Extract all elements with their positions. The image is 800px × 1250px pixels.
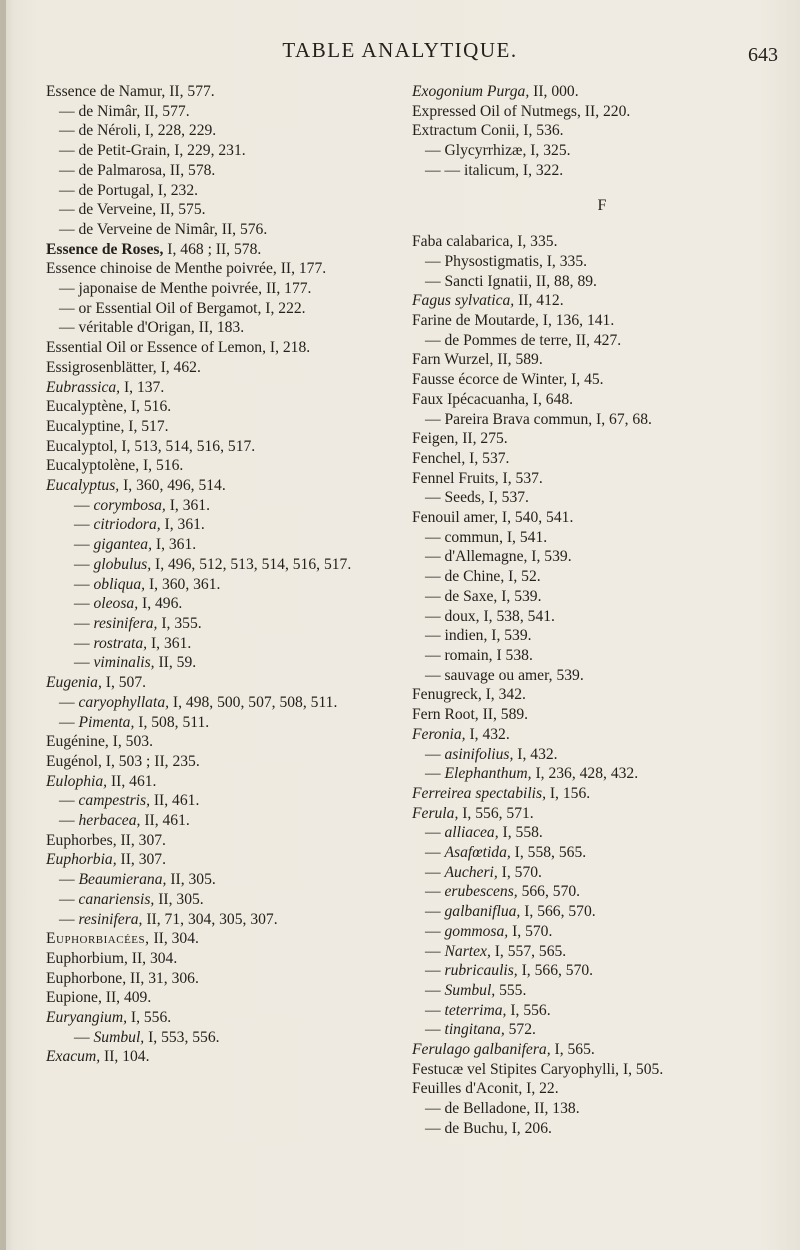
index-entry [46, 634, 396, 654]
entry-dash: — [425, 962, 445, 980]
entry-text: — de Saxe, I, 539. [425, 587, 542, 605]
entry-text: I, 556, 571. [458, 804, 534, 822]
entry-text: I, 556. [506, 1001, 551, 1019]
index-entry [46, 752, 396, 772]
entry-italic: resinifera, [93, 614, 158, 632]
index-entry [412, 350, 792, 370]
entry-text: Eucalyptolène, I, 516. [46, 457, 184, 475]
entry-text: II, 304. [149, 930, 199, 948]
entry-text: — commun, I, 541. [425, 528, 548, 546]
entry-dash: — [425, 981, 445, 999]
entry-text: I, 558. [498, 824, 543, 842]
index-entry [412, 331, 792, 351]
entry-text: I, 361. [165, 496, 211, 514]
entry-text: 572. [504, 1021, 536, 1039]
index-entry [412, 764, 792, 784]
entry-italic: Eubrassica, [46, 378, 121, 396]
entry-text: I, 566, 570. [517, 962, 594, 980]
index-entry [46, 831, 396, 851]
index-entry [412, 272, 792, 292]
entry-italic: gommosa, [444, 922, 509, 940]
index-entry [46, 791, 396, 811]
entry-dash: — [59, 871, 79, 889]
entry-italic: tingitana, [444, 1021, 505, 1039]
entry-text: — de Palmarosa, II, 578. [59, 161, 216, 179]
index-entry [412, 902, 792, 922]
entry-text: I, 361. [160, 516, 205, 534]
entry-dash: — [74, 1028, 94, 1046]
entry-text: — de Verveine de Nimâr, II, 576. [59, 220, 268, 238]
entry-dash: — [425, 883, 445, 901]
index-entry [46, 496, 396, 516]
entry-text: — indien, I, 539. [425, 627, 532, 645]
entry-text: Farine de Moutarde, I, 136, 141. [412, 312, 615, 330]
index-entry [412, 1040, 792, 1060]
entry-text: Essence chinoise de Menthe poivrée, II, 177. [46, 260, 327, 278]
index-entry [46, 338, 396, 358]
index-entry [46, 575, 396, 595]
index-block-e-continued [412, 82, 792, 181]
entry-text: — de Néroli, I, 228, 229. [59, 122, 217, 140]
entry-text: — de Pommes de terre, II, 427. [425, 331, 622, 349]
entry-dash: — [74, 654, 94, 672]
index-entry [412, 449, 792, 469]
index-entry [412, 102, 792, 122]
index-entry [46, 890, 396, 910]
entry-text: Fenugreck, I, 342. [412, 686, 526, 704]
index-column-left [46, 82, 396, 1067]
entry-dash: — [74, 614, 94, 632]
entry-italic: teterrima, [444, 1001, 507, 1019]
index-entry [46, 673, 396, 693]
entry-italic: canariensis, [78, 890, 155, 908]
index-entry [412, 508, 792, 528]
entry-text: I, 432. [513, 745, 558, 763]
entry-italic: Eulophia, [46, 772, 108, 790]
entry-dash: — [425, 1001, 445, 1019]
entry-text: I, 361. [147, 634, 192, 652]
entry-text: II, 71, 304, 305, 307. [142, 910, 278, 928]
index-entry [412, 1079, 792, 1099]
index-entry [46, 870, 396, 890]
index-entry [46, 988, 396, 1008]
entry-italic: Ferreirea spectabilis, [412, 784, 546, 802]
entry-dash: — [59, 792, 79, 810]
entry-dash: — [59, 910, 79, 928]
entry-text: Faux Ipécacuanha, I, 648. [412, 390, 574, 408]
entry-text: Fennel Fruits, I, 537. [412, 469, 543, 487]
index-column-right [412, 82, 792, 1139]
entry-text: II, 307. [116, 851, 166, 869]
entry-dash: — [425, 824, 445, 842]
entry-italic: Asafœtida, [444, 844, 511, 862]
entry-text: I, 553, 556. [144, 1028, 220, 1046]
entry-text: I, 557, 565. [490, 942, 567, 960]
entry-italic: Ferula, [412, 804, 459, 822]
index-entry [46, 121, 396, 141]
entry-italic: resinifera, [78, 910, 143, 928]
entry-italic: Ferulago galbanifera, [412, 1041, 551, 1059]
index-entry [412, 705, 792, 725]
index-entry [412, 528, 792, 548]
index-entry [412, 547, 792, 567]
entry-text: — Glycyrrhizæ, I, 325. [425, 142, 571, 160]
entry-text: Essigrosenblätter, I, 462. [46, 358, 201, 376]
entry-text: Extractum Conii, I, 536. [412, 122, 564, 140]
entry-text: I, 137. [120, 378, 165, 396]
entry-text: Eucalyptène, I, 516. [46, 398, 172, 416]
index-entry [46, 102, 396, 122]
entry-italic: rubricaulis, [444, 962, 518, 980]
entry-text: I, 565. [550, 1041, 595, 1059]
entry-text: II, 104. [100, 1048, 150, 1066]
entry-text: — — italicum, I, 322. [425, 161, 564, 179]
entry-italic: Exacum, [46, 1048, 101, 1066]
entry-italic: asinifolius, [444, 745, 514, 763]
entry-italic: Sumbul, [444, 981, 496, 999]
index-entry [412, 961, 792, 981]
index-entry [412, 469, 792, 489]
index-entry [46, 732, 396, 752]
entry-text: — Pareira Brava commun, I, 67, 68. [425, 410, 652, 428]
entry-italic: Sumbul, [93, 1028, 145, 1046]
entry-text: Fenouil amer, I, 540, 541. [412, 509, 574, 527]
entry-italic: Nartex, [444, 942, 491, 960]
entry-dash: — [425, 942, 445, 960]
index-entry [412, 942, 792, 962]
entry-dash: — [425, 922, 445, 940]
index-entry [46, 693, 396, 713]
index-entry [46, 318, 396, 338]
index-entry [46, 929, 396, 949]
entry-text: I, 570. [508, 922, 553, 940]
index-entry [46, 653, 396, 673]
entry-dash: — [74, 496, 94, 514]
index-entry [46, 200, 396, 220]
index-entry [412, 232, 792, 252]
entry-italic: Eugenia, [46, 674, 102, 692]
index-entry [46, 594, 396, 614]
entry-text: Eugénol, I, 503 ; II, 235. [46, 752, 200, 770]
entry-text: I, 496, 512, 513, 514, 516, 517. [151, 555, 352, 573]
entry-text: I, 508, 511. [134, 713, 210, 731]
entry-text: I, 496. [138, 595, 183, 613]
index-entry [46, 220, 396, 240]
index-entry [46, 397, 396, 417]
index-entry [412, 587, 792, 607]
entry-text: — de Portugal, I, 232. [59, 181, 199, 199]
entry-italic: viminalis, [93, 654, 155, 672]
index-entry [46, 161, 396, 181]
entry-italic: Euphorbia, [46, 851, 117, 869]
entry-dash: — [59, 713, 79, 731]
index-entry [46, 969, 396, 989]
index-entry [412, 1099, 792, 1119]
entry-text: Euphorbium, II, 304. [46, 949, 178, 967]
index-entry [46, 1008, 396, 1028]
entry-text: I, 361. [151, 536, 197, 554]
entry-text: Fern Root, II, 589. [412, 706, 529, 724]
entry-text: 555. [495, 981, 527, 999]
entry-text: II, 305. [166, 871, 216, 889]
entry-dash: — [74, 536, 94, 554]
entry-italic: Elephanthum, [444, 765, 532, 783]
index-entry [46, 417, 396, 437]
entry-italic: campestris, [78, 792, 150, 810]
index-entry [412, 1119, 792, 1139]
index-entry [412, 882, 792, 902]
entry-text: I, 156. [545, 784, 591, 802]
entry-italic: obliqua, [93, 575, 146, 593]
entry-italic: Eucalyptus, [46, 477, 120, 495]
index-entry [412, 725, 792, 745]
entry-text: Expressed Oil of Nutmegs, II, 220. [412, 102, 631, 120]
index-entry [412, 567, 792, 587]
entry-text: I, 432. [465, 725, 510, 743]
entry-text: I, 468 ; II, 578. [163, 240, 262, 258]
entry-italic: Pimenta, [78, 713, 135, 731]
entry-italic: rostrata, [93, 634, 148, 652]
index-entry [46, 555, 396, 575]
entry-italic: alliacea, [444, 824, 499, 842]
entry-text: I, 556. [127, 1009, 172, 1027]
entry-dash: — [74, 575, 94, 593]
entry-text: — de Buchu, I, 206. [425, 1119, 552, 1137]
index-entry [46, 1028, 396, 1048]
index-entry [46, 456, 396, 476]
page-gutter [0, 0, 6, 1250]
index-entry [412, 685, 792, 705]
entry-text: — d'Allemagne, I, 539. [425, 548, 572, 566]
entry-dash: — [74, 634, 94, 652]
entry-italic: oleosa, [93, 595, 139, 613]
entry-dash: — [425, 844, 445, 862]
entry-text: Fausse écorce de Winter, I, 45. [412, 371, 604, 389]
entry-text: — Sancti Ignatii, II, 88, 89. [425, 272, 597, 290]
entry-italic: gigantea, [93, 536, 152, 554]
index-block-f [412, 232, 792, 1138]
entry-italic: citriodora, [93, 516, 161, 534]
index-entry [412, 252, 792, 272]
entry-bold: Essence de Roses, [46, 240, 164, 258]
index-entry [46, 476, 396, 496]
entry-text: 566, 570. [517, 883, 581, 901]
entry-text: I, 355. [157, 614, 202, 632]
index-entry [412, 646, 792, 666]
entry-dash: — [74, 555, 94, 573]
entry-text: Essence de Namur, II, 577. [46, 83, 215, 100]
index-entry [46, 772, 396, 792]
index-entry [46, 614, 396, 634]
index-entry [46, 713, 396, 733]
entry-text: — véritable d'Origan, II, 183. [59, 319, 245, 337]
entry-dash: — [59, 890, 79, 908]
index-entry [412, 82, 792, 102]
entry-text: II, 59. [154, 654, 197, 672]
entry-text: Eugénine, I, 503. [46, 733, 153, 751]
entry-text: II, 305. [154, 890, 204, 908]
entry-italic: herbacea, [78, 812, 141, 830]
entry-text: — de Verveine, II, 575. [59, 201, 206, 219]
entry-text: Eucalyptol, I, 513, 514, 516, 517. [46, 437, 256, 455]
index-entry [46, 437, 396, 457]
index-entry [412, 488, 792, 508]
running-head: TABLE ANALYTIQUE. [282, 38, 518, 62]
entry-text: — doux, I, 538, 541. [425, 607, 555, 625]
entry-text: Farn Wurzel, II, 589. [412, 351, 543, 369]
index-entry [412, 410, 792, 430]
index-entry [412, 311, 792, 331]
entry-italic: Feronia, [412, 725, 466, 743]
entry-text: — de Nimâr, II, 577. [59, 102, 190, 120]
index-entry [46, 535, 396, 555]
entry-dash: — [425, 745, 445, 763]
index-entry [412, 823, 792, 843]
entry-text: I, 566, 570. [520, 903, 596, 921]
entry-italic: Aucheri, [444, 863, 498, 881]
index-entry [412, 121, 792, 141]
entry-text: I, 236, 428, 432. [531, 765, 639, 783]
entry-text: II, 000. [529, 83, 579, 100]
entry-text: II, 412. [514, 292, 564, 310]
entry-text: Fenchel, I, 537. [412, 449, 510, 467]
entry-italic: Fagus sylvatica, [412, 292, 515, 310]
entry-text: — sauvage ou amer, 539. [425, 666, 584, 684]
index-entry [46, 378, 396, 398]
index-entry [412, 141, 792, 161]
index-entry [46, 949, 396, 969]
entry-text: Festucæ vel Stipites Caryophylli, I, 505. [412, 1060, 664, 1078]
index-entry [412, 981, 792, 1001]
entry-text: I, 498, 500, 507, 508, 511. [169, 693, 338, 711]
entry-text: Faba calabarica, I, 335. [412, 233, 558, 251]
letter-heading-f: F [597, 196, 607, 214]
index-entry [46, 358, 396, 378]
entry-italic: corymbosa, [93, 496, 166, 514]
entry-text: Feigen, II, 275. [412, 430, 508, 448]
index-entry [46, 279, 396, 299]
entry-dash: — [74, 516, 94, 534]
entry-text: II, 461. [140, 812, 190, 830]
entry-text: Euphorbes, II, 307. [46, 831, 166, 849]
entry-dash: — [74, 595, 94, 613]
entry-italic: Euryangium, [46, 1009, 127, 1027]
entry-italic: Beaumierana, [78, 871, 167, 889]
index-entry [46, 811, 396, 831]
index-entry [412, 1020, 792, 1040]
entry-italic: erubescens, [444, 883, 518, 901]
entry-dash: — [59, 812, 79, 830]
index-entry [412, 429, 792, 449]
entry-text: — de Petit-Grain, I, 229, 231. [59, 142, 246, 160]
index-entry [46, 910, 396, 930]
index-entry [46, 240, 396, 260]
entry-text: I, 360, 361. [145, 575, 221, 593]
index-entry [46, 82, 396, 102]
entry-dash: — [425, 765, 445, 783]
index-entry [412, 1001, 792, 1021]
entry-text: Eucalyptine, I, 517. [46, 417, 169, 435]
entry-italic: caryophyllata, [78, 693, 170, 711]
entry-italic: galbaniflua, [444, 903, 521, 921]
entry-text: Essential Oil or Essence of Lemon, I, 218. [46, 339, 311, 357]
entry-text: II, 461. [107, 772, 157, 790]
index-entry [46, 515, 396, 535]
index-entry [412, 804, 792, 824]
entry-text: Feuilles d'Aconit, I, 22. [412, 1080, 559, 1098]
entry-italic: Exogonium Purga, [412, 83, 530, 100]
index-entry [412, 863, 792, 883]
entry-text: I, 558, 565. [510, 844, 587, 862]
index-entry [412, 666, 792, 686]
entry-text: Euphorbone, II, 31, 306. [46, 969, 199, 987]
index-entry [46, 259, 396, 279]
entry-smallcaps: Euphorbiacées, [46, 930, 150, 948]
entry-text: Eupione, II, 409. [46, 989, 152, 1007]
index-entry [412, 922, 792, 942]
index-entry [412, 843, 792, 863]
index-entry [412, 626, 792, 646]
index-entry [412, 370, 792, 390]
entry-text: — Physostigmatis, I, 335. [425, 252, 588, 270]
entry-text: — Seeds, I, 537. [425, 489, 529, 507]
entry-text: — or Essential Oil of Bergamot, I, 222. [59, 299, 306, 317]
index-entry [412, 745, 792, 765]
index-entry [46, 181, 396, 201]
entry-dash: — [425, 1021, 445, 1039]
entry-text: — romain, I 538. [425, 646, 533, 664]
entry-dash: — [425, 863, 445, 881]
entry-text: — japonaise de Menthe poivrée, II, 177. [59, 280, 312, 298]
entry-dash: — [59, 693, 79, 711]
index-entry [412, 607, 792, 627]
index-entry [46, 299, 396, 319]
entry-text: — de Chine, I, 52. [425, 568, 541, 586]
index-entry [46, 850, 396, 870]
index-entry [412, 1060, 792, 1080]
entry-text: I, 507. [101, 674, 147, 692]
entry-text: — de Belladone, II, 138. [425, 1100, 580, 1118]
entry-italic: globulus, [93, 555, 152, 573]
entry-text: II, 461. [149, 792, 200, 810]
page-number: 643 [748, 44, 778, 66]
entry-text: I, 360, 496, 514. [119, 477, 226, 495]
index-entry [412, 291, 792, 311]
entry-dash: — [425, 903, 445, 921]
index-entry [412, 784, 792, 804]
index-entry [412, 161, 792, 181]
entry-text: I, 570. [497, 863, 542, 881]
index-entry [46, 141, 396, 161]
index-entry [46, 1047, 396, 1067]
index-entry [412, 390, 792, 410]
